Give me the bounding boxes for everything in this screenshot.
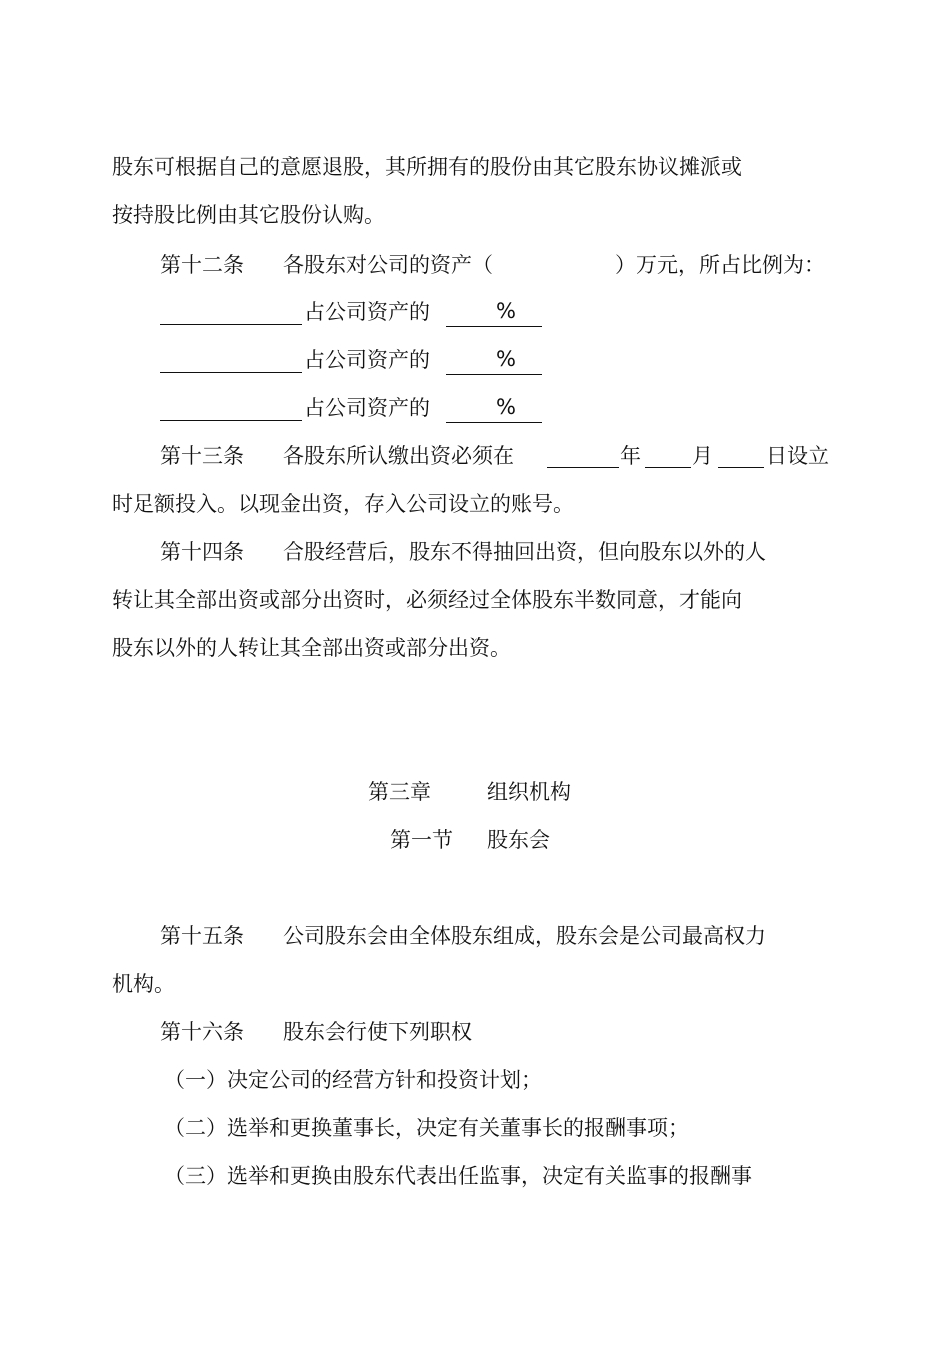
paragraph-line: 按持股比例由其它股份认购。 bbox=[112, 203, 385, 227]
section-title: 股东会 bbox=[487, 828, 550, 852]
year-label: 年 bbox=[620, 444, 641, 468]
article-13-number: 第十三条 bbox=[160, 444, 244, 468]
section-number: 第一节 bbox=[390, 828, 453, 852]
article-12-text-end: ）万元，所占比例为： bbox=[615, 253, 825, 277]
percent-sign: % bbox=[496, 347, 516, 371]
paragraph-line: 股东会行使下列职权 bbox=[283, 1020, 472, 1044]
share-percent-blank bbox=[446, 392, 542, 423]
article-12-number: 第十二条 bbox=[160, 253, 244, 277]
article-12-text: 各股东对公司的资产（ bbox=[283, 253, 493, 277]
paragraph-line: 时足额投入。以现金出资，存入公司设立的账号。 bbox=[112, 492, 574, 516]
percent-sign: % bbox=[496, 395, 516, 419]
share-label: 占公司资产的 bbox=[304, 348, 430, 372]
year-blank bbox=[547, 441, 619, 468]
chapter-title: 组织机构 bbox=[487, 780, 571, 804]
article-14-number: 第十四条 bbox=[160, 540, 244, 564]
month-label: 月 bbox=[692, 444, 713, 468]
paragraph-line: 公司股东会由全体股东组成，股东会是公司最高权力 bbox=[283, 924, 766, 948]
paragraph-line: 合股经营后，股东不得抽回出资，但向股东以外的人 bbox=[283, 540, 766, 564]
article-16-number: 第十六条 bbox=[160, 1020, 244, 1044]
share-percent-blank bbox=[446, 296, 542, 327]
article-15-number: 第十五条 bbox=[160, 924, 244, 948]
paragraph-line: 转让其全部出资或部分出资时，必须经过全体股东半数同意，才能向 bbox=[112, 588, 742, 612]
list-item: （三）选举和更换由股东代表出任监事，决定有关监事的报酬事 bbox=[164, 1164, 752, 1188]
paragraph-line: 机构。 bbox=[112, 972, 175, 996]
share-label: 占公司资产的 bbox=[304, 300, 430, 324]
percent-sign: % bbox=[496, 299, 516, 323]
share-percent-blank bbox=[446, 344, 542, 375]
chapter-number: 第三章 bbox=[368, 780, 431, 804]
shareholder-name-blank bbox=[160, 298, 302, 325]
shareholder-name-blank bbox=[160, 394, 302, 421]
list-item: （一）决定公司的经营方针和投资计划； bbox=[164, 1068, 542, 1092]
paragraph-line: 股东可根据自己的意愿退股，其所拥有的股份由其它股东协议摊派或 bbox=[112, 155, 742, 179]
list-item: （二）选举和更换董事长，决定有关董事长的报酬事项； bbox=[164, 1116, 689, 1140]
month-blank bbox=[645, 441, 691, 468]
paragraph-line: 股东以外的人转让其全部出资或部分出资。 bbox=[112, 636, 511, 660]
article-13-text: 各股东所认缴出资必须在 bbox=[283, 444, 514, 468]
shareholder-name-blank bbox=[160, 346, 302, 373]
day-label: 日设立 bbox=[766, 444, 829, 468]
share-label: 占公司资产的 bbox=[304, 396, 430, 420]
day-blank bbox=[718, 441, 764, 468]
